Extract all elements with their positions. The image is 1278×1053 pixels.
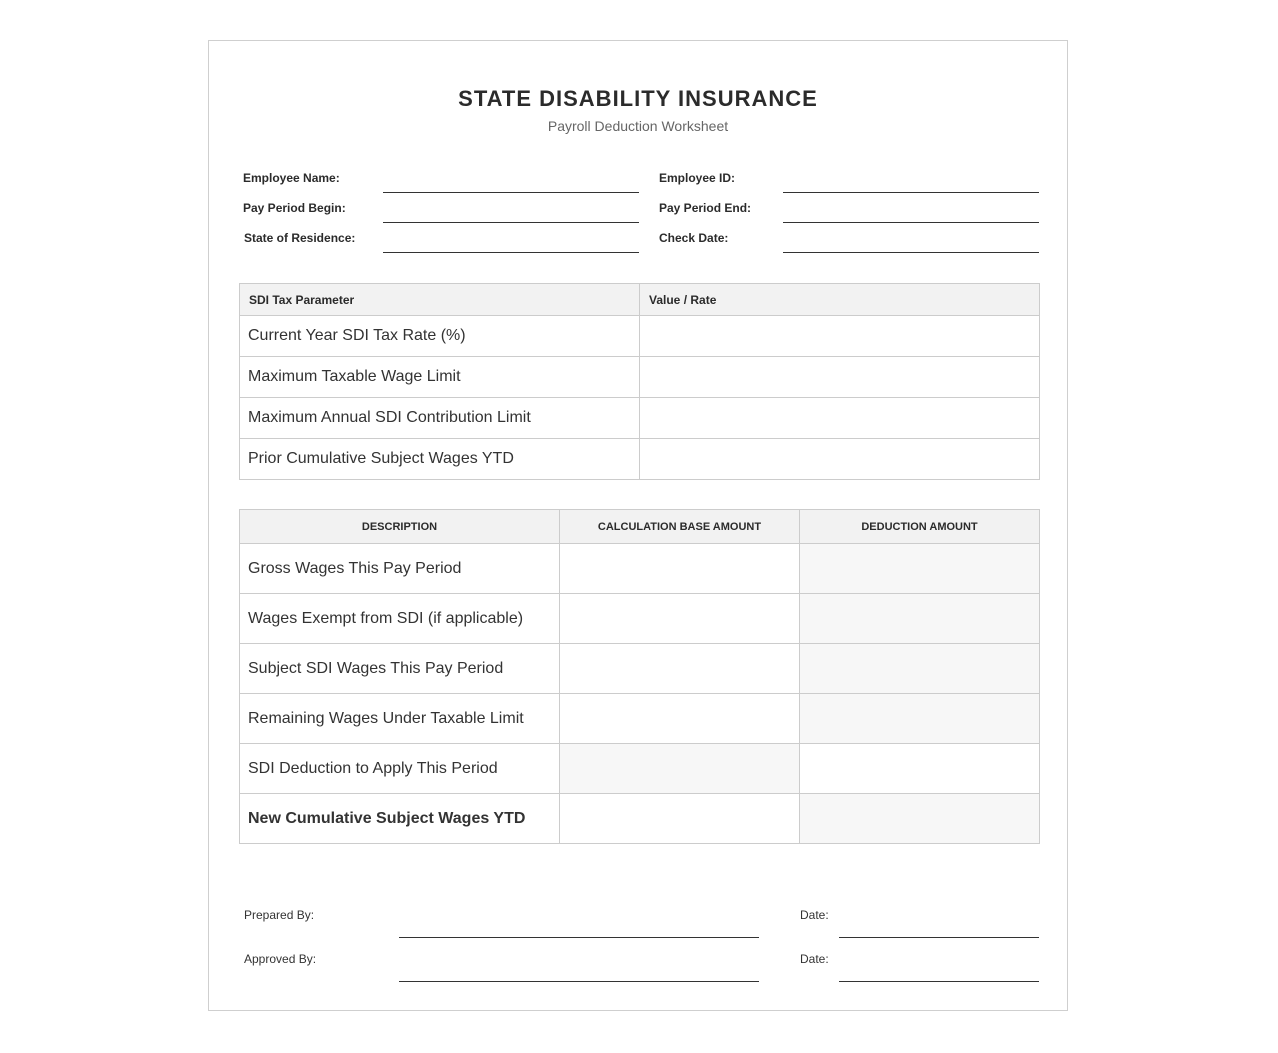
column-header: SDI Tax Parameter [240,284,640,316]
table-row [240,544,1040,594]
base-amount-cell [560,744,800,794]
column-header: DEDUCTION AMOUNT [800,510,1040,544]
parameter-label: Maximum Taxable Wage Limit [240,357,640,398]
table-row [240,644,1040,694]
row-description: Wages Exempt from SDI (if applicable) [240,594,560,644]
document-title: STATE DISABILITY INSURANCE [458,86,818,111]
pay-period-begin-label: Pay Period Begin: [243,201,346,215]
deduction-amount-cell [800,544,1040,594]
column-header: CALCULATION BASE AMOUNT [560,510,800,544]
base-amount-cell[interactable] [560,794,800,844]
deduction-amount-cell [800,594,1040,644]
row-description: Subject SDI Wages This Pay Period [240,644,560,694]
check-date-label: Check Date: [659,231,729,245]
table-row [240,744,1040,794]
parameter-label: Maximum Annual SDI Contribution Limit [240,398,640,439]
parameter-value-cell[interactable] [640,357,1040,398]
pay-period-begin-field[interactable] [383,222,639,223]
row-description: Remaining Wages Under Taxable Limit [240,694,560,744]
table-row [240,694,1040,744]
parameter-label: Prior Cumulative Subject Wages YTD [240,439,640,480]
document-subtitle: Payroll Deduction Worksheet [547,118,729,134]
parameter-value-cell[interactable] [640,398,1040,439]
state-of-residence-field[interactable] [383,252,639,253]
table-header-row [240,284,1040,316]
approved-date-label: Date: [800,952,829,966]
check-date-field[interactable] [783,252,1039,253]
prepared-date-label: Date: [800,908,829,922]
table-header-row [240,510,1040,544]
deduction-amount-cell [800,644,1040,694]
prepared-date-line[interactable] [839,937,1039,938]
deduction-calculation-table [239,509,1040,844]
employee-id-field[interactable] [783,192,1039,193]
column-header: Value / Rate [640,284,1040,316]
column-header: DESCRIPTION [240,510,560,544]
pay-period-end-field[interactable] [783,222,1039,223]
pay-period-end-label: Pay Period End: [659,201,752,215]
sdi-parameters-table [239,283,1040,480]
base-amount-cell[interactable] [560,644,800,694]
employee-name-field[interactable] [383,192,639,193]
base-amount-cell[interactable] [560,694,800,744]
table-row [240,439,1040,480]
approved-by-label: Approved By: [244,952,317,966]
prepared-by-signature-line[interactable] [399,937,759,938]
employee-name-label: Employee Name: [243,171,340,185]
approved-date-line[interactable] [839,981,1039,982]
base-amount-cell[interactable] [560,594,800,644]
deduction-amount-cell [800,794,1040,844]
base-amount-cell[interactable] [560,544,800,594]
table-row [240,357,1040,398]
approved-by-signature-line[interactable] [399,981,759,982]
table-row [240,398,1040,439]
state-of-residence-label: State of Residence: [244,231,356,245]
prepared-by-label: Prepared By: [244,908,315,922]
employee-id-label: Employee ID: [659,171,736,185]
table-row [240,316,1040,357]
parameter-value-cell[interactable] [640,316,1040,357]
table-row [240,794,1040,844]
deduction-amount-cell[interactable] [800,744,1040,794]
table-row [240,594,1040,644]
row-description: Gross Wages This Pay Period [240,544,560,594]
row-description: SDI Deduction to Apply This Period [240,744,560,794]
parameter-value-cell[interactable] [640,439,1040,480]
worksheet-page [208,40,1068,1011]
row-description: New Cumulative Subject Wages YTD [240,794,560,844]
parameter-label: Current Year SDI Tax Rate (%) [240,316,640,357]
deduction-amount-cell [800,694,1040,744]
